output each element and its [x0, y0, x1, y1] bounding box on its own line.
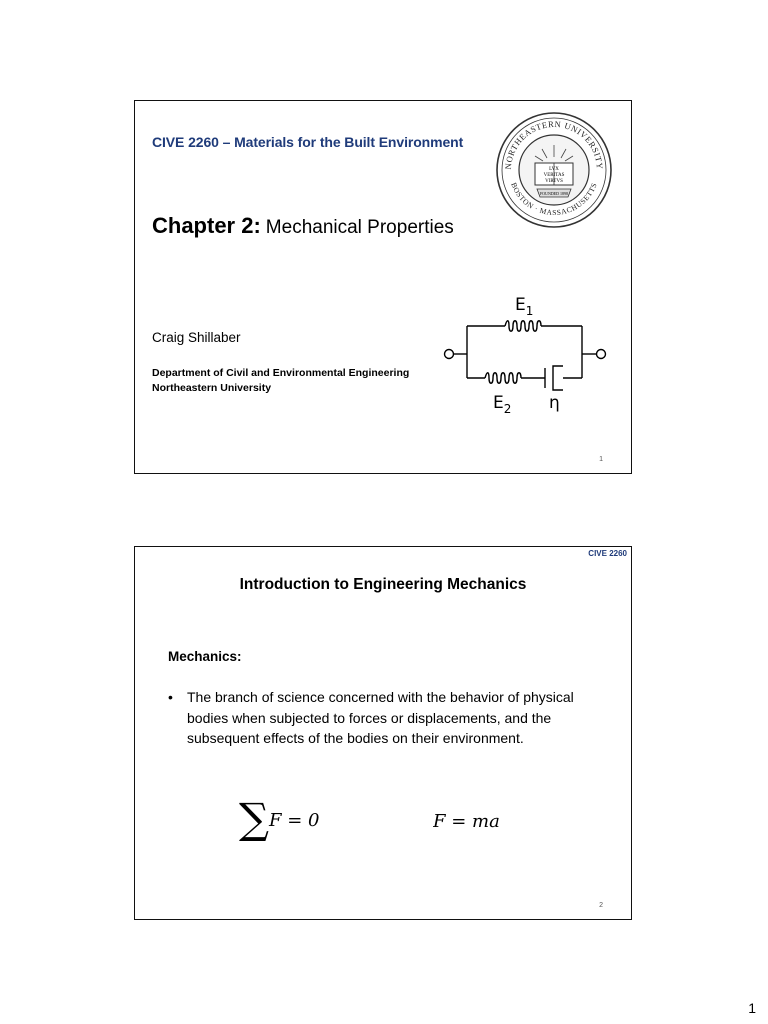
svg-text:NORTHEASTERN UNIVERSITY: NORTHEASTERN UNIVERSITY	[502, 118, 606, 170]
sum-symbol: ∑	[239, 794, 269, 841]
slide-number: 1	[599, 456, 603, 463]
northeastern-seal-icon	[495, 111, 613, 229]
e1-label: $E_1$	[515, 295, 534, 318]
bullet-item	[168, 687, 588, 749]
course-title: CIVE 2260 – Materials for the Built Environment	[152, 134, 464, 150]
department-line-1: Department of Civil and Environmental Engineering	[152, 367, 410, 379]
department	[152, 366, 409, 396]
viscoelastic-model-diagram	[435, 286, 615, 416]
chapter-label: Chapter 2:	[152, 213, 261, 238]
department-line-2: Northeastern University	[152, 382, 272, 394]
spring-e1-icon	[505, 321, 541, 332]
chapter-subtitle: Mechanical Properties	[265, 217, 454, 238]
svg-text:VERITAS: VERITAS	[543, 173, 565, 178]
author-name: Craig Shillaber	[152, 330, 241, 345]
chapter-title	[152, 213, 454, 239]
section-label: Mechanics:	[168, 649, 242, 664]
svg-text:FOUNDED 1898: FOUNDED 1898	[539, 191, 569, 196]
slide-number: 2	[599, 902, 603, 909]
svg-text:LVX: LVX	[549, 167, 559, 172]
newton-text: F = ma	[433, 811, 500, 832]
e2-label: $E_2$	[493, 393, 512, 416]
left-terminal-icon	[445, 350, 454, 359]
svg-text:BOSTON · MASSACHUSETTS: BOSTON · MASSACHUSETTS	[509, 181, 599, 218]
spring-e2-icon	[485, 373, 521, 384]
dashpot-icon	[545, 366, 582, 390]
page-number: 1	[748, 1000, 756, 1016]
slide-2	[134, 546, 632, 920]
newton-equation	[433, 807, 543, 835]
equilibrium-equation	[239, 793, 349, 841]
equilibrium-text: F = 0	[269, 810, 320, 831]
right-terminal-icon	[597, 350, 606, 359]
bullet-text: The branch of science concerned with the behavior of physical bodies when subjected to forces or displacements, and the subsequent effects of the bodies on their environment.	[187, 689, 574, 746]
bullet-symbol: •	[168, 689, 173, 705]
slide-1	[134, 100, 632, 474]
svg-text:VIRTVS: VIRTVS	[545, 179, 563, 184]
slide-title: Introduction to Engineering Mechanics	[239, 576, 527, 593]
eta-label: η	[549, 393, 560, 413]
course-tag: CIVE 2260	[588, 549, 627, 558]
